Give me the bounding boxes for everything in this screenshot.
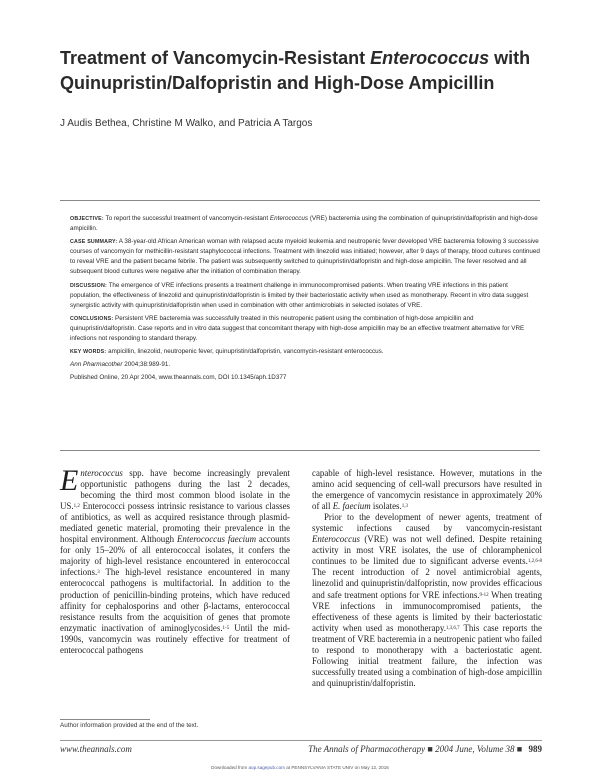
intro-text-e: accounts for only 15–20% of all enterococcal isolates, it confers the majority of high-level resistance encountered in enterococcal infections. [60,534,290,578]
title-part1: Treatment of Vancomycin-Resistant [60,48,371,68]
intro-genus: nterococcus [80,468,123,478]
footer-website-link[interactable]: www.theannals.com [60,744,132,754]
keywords-label: KEY WORDS: [70,349,107,356]
ref-sup: 1,2,6-8 [527,559,542,565]
footer-journal: The Annals of Pharmacotherapy [308,744,426,754]
intro-species: Enterococcus faecium [177,534,256,545]
ref-sup: 1,2 [73,504,80,510]
download-text-b: at PENNSYLVANIA STATE UNIV on May 12, 2016 [284,765,389,770]
conclusions-label: CONCLUSIONS: [70,315,114,322]
published-online: Published Online, 20 Apr 2004, www.theannals.com, DOI 10.1345/aph.1D377 [70,374,287,382]
prior-genus: Enterococcus [312,534,360,545]
objective-italic: Enterococcus [269,215,309,222]
ref-sup: 1,3,6,7 [445,625,460,631]
cont-text-a: capable of high-level resistance. However, mutations in the amino acid sequencing of cell-wall precursors have resulted in the emergence of vancomycin resistance in approximately 20% of all [312,468,542,512]
footer-journal-info [290,744,542,754]
footnote-divider [60,719,150,720]
prior-development-paragraph [312,512,542,689]
abstract-case-summary [70,237,540,277]
prior-text-e: When treating VRE infections in immunocompromised patients, the effectiveness of these agents is limited by their bacteriostatic activity when used as monotherapy. [312,589,543,633]
abstract-discussion [70,281,540,311]
footer-issue: ■ 2004 June, Volume 38 ■ [427,744,523,754]
download-notice [0,765,600,770]
abstract-conclusions [70,314,540,344]
prior-text-d: The recent introduction of 2 novel antimicrobial agents, linezolid and quinupristin/dalfopristin, now provides efficacious and safe treatment options for VRE infections. [312,567,542,600]
objective-text-a: To report the successful treatment of vancomycin-resistant [103,215,270,222]
drop-cap: E [60,464,79,497]
title-genus: Enterococcus [370,48,490,68]
page-number: 989 [528,744,542,754]
conclusions-text: Persistent VRE bacteremia was successfully treated in this neutropenic patient using the combination of high-dose ampicillin and quinupristin/dalfopristin. Case reports and in vitro data suggest that concomitant therapy with high-dose ampicillin may be an effective treatment alternative for VRE infections not responding to standard therapy. [70,314,525,343]
footer-divider [60,740,542,741]
keywords-text: ampicillin, linezolid, neutropenic fever, quinupristin/dalfopristin, vancomycin-resistant enterococcus. [106,348,384,356]
intro-text-g: Until the mid-1990s, vancomycin was routinely effective for treatment of enterococcal pathogens [60,622,290,655]
abstract-top-divider [60,200,540,201]
ref-sup: 9-12 [479,592,489,598]
abstract [70,214,540,386]
objective-label: OBJECTIVE: [70,216,104,222]
abstract-keywords [70,347,540,357]
intro-text-c: Enterococci possess intrinsic resistance to various classes of antibiotics, as well as acquired resistance through plasmid-mediated genetic material, promoting their prevalence in the hospital environment. Although [60,501,290,545]
intro-text-f: The high-level resistance encountered in many enterococcal pathogens is multifactorial. In addition to the production of penicillin-binding proteins, which have reduced affinity for cephalosporins and other β-lactams, enterococcal resistance results from the acquisition of genes that promote enzymatic inactivation of aminoglycosides. [60,567,290,633]
discussion-label: DISCUSSION: [70,282,107,289]
case-summary-text: A 38-year-old African American woman with relapsed acute myeloid leukemia and neutropenic fever developed VRE bacteremia following 3 successive courses of vancomycin for methicillin-resistant staphylococcal infections. Treatment with linezolid was initiated; however, after 9 days of therapy, blood cultures continued to reveal VRE and the patient became febrile. The patient was subsequently switched to quinupristin/dalfopristin and high-dose ampicillin. The fever resolved and all subsequent blood cultures were negative after the initiation of combination therapy. [70,238,540,276]
objective-text-b: (VRE) bacteremia using the combination of quinupristin/dalfopristin and high-dose ampicillin. [70,215,538,233]
case-summary-label: CASE SUMMARY: [70,239,118,246]
download-link[interactable]: aop.sagepub.com [248,765,285,770]
article-title [60,46,560,96]
author-info-footnote: Author information provided at the end of the text. [60,722,199,729]
citation-ref: 2004;38:989-91. [122,361,171,369]
body-right-column [312,468,542,689]
citation [70,360,540,370]
body-left-column [60,464,290,656]
abstract-bottom-divider [60,450,540,451]
author-list: J Audis Bethea, Christine M Walko, and Patricia A Targos [60,118,313,129]
ref-sup: 1,3 [401,504,408,510]
discussion-text: The emergence of VRE infections presents a treatment challenge in immunocompromised patients. When treating VRE infections in this patient population, the effectiveness of linezolid and quinupristin/dalfopristin is limited by their bacteriostatic activity when used as monotherapy. Recent in vitro data suggest synergistic activity with quinupristin/dalfopristin when used in combination with other antimicrobials in selected isolates of VRE. [70,281,529,309]
prior-text-a: Prior to the development of newer agents, treatment of systemic infections caused by vancomycin-resistant [312,512,542,534]
prior-text-c: (VRE) was not well defined. Despite retaining activity in most VRE isolates, the use of chloramphenicol continues to be limited due to significant adverse events. [312,534,542,567]
cont-text-c: isolates. [370,501,402,512]
title-line2: Quinupristin/Dalfopristin and High-Dose Ampicillin [60,73,495,93]
ref-sup: 3 [97,570,100,576]
download-text-a: Downloaded from [211,765,249,770]
intro-text-b: spp. have become increasingly prevalent opportunistic pathogens during the last 2 decades, becoming the third most common blood isolate in the US. [60,468,290,512]
title-part2: with [489,48,531,68]
cont-species: E. faecium [332,501,371,512]
citation-journal: Ann Pharmacother [70,361,123,369]
abstract-objective [70,214,540,234]
ref-sup: 1-5 [222,625,230,631]
continued-paragraph [312,468,542,512]
intro-paragraph [60,464,290,656]
prior-text-f: This case reports the treatment of VRE bacteremia in a neutropenic patient who failed to respond to monotherapy with a bacteriostatic agent. Following initial treatment failure, the infection was successfully treated using a combination of high-dose ampicillin and quinupristin/dalfopristin. [312,622,542,688]
